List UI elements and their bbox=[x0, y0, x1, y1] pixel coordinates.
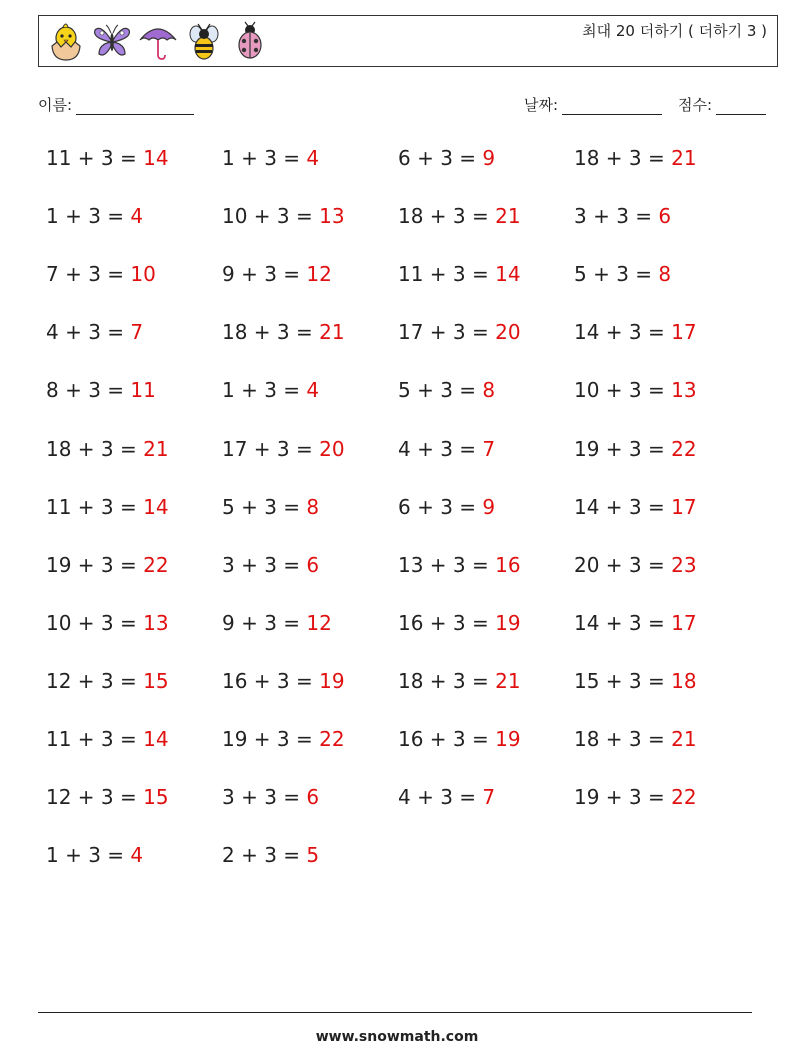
problem-item bbox=[46, 204, 143, 228]
score-blank[interactable] bbox=[716, 100, 766, 115]
problem-question: 18 + 3 = bbox=[398, 204, 496, 229]
date-label: 날짜: bbox=[524, 96, 559, 114]
problem-answer: 19 bbox=[319, 668, 345, 693]
problem-answer: 14 bbox=[143, 727, 169, 751]
problem-answer: 8 bbox=[306, 494, 320, 519]
problem-answer: 7 bbox=[130, 320, 144, 345]
problem-answer: 12 bbox=[306, 262, 332, 287]
name-field bbox=[38, 94, 194, 115]
problem-answer: 4 bbox=[306, 146, 320, 170]
problem-question: 16 + 3 = bbox=[398, 610, 496, 635]
problem-answer: 7 bbox=[482, 436, 496, 461]
problem-item bbox=[574, 611, 697, 635]
problem-question: 5 + 3 = bbox=[222, 494, 307, 519]
problem-row bbox=[46, 378, 766, 408]
ladybug-icon bbox=[229, 20, 271, 62]
problem-row bbox=[46, 669, 766, 699]
problem-question: 11 + 3 = bbox=[46, 727, 144, 751]
problem-question: 6 + 3 = bbox=[398, 146, 483, 170]
problem-answer: 4 bbox=[130, 843, 144, 868]
problem-answer: 20 bbox=[495, 320, 521, 345]
problem-question: 14 + 3 = bbox=[574, 320, 672, 345]
problem-question: 10 + 3 = bbox=[574, 378, 672, 403]
problem-row bbox=[46, 437, 766, 467]
problem-item bbox=[46, 378, 156, 402]
problem-row bbox=[46, 262, 766, 292]
chick-in-egg-icon bbox=[45, 20, 87, 62]
problem-answer: 4 bbox=[130, 204, 144, 229]
problem-question: 11 + 3 = bbox=[398, 262, 496, 287]
problem-answer: 5 bbox=[306, 843, 320, 868]
score-label: 점수: bbox=[678, 96, 713, 114]
problem-question: 17 + 3 = bbox=[398, 320, 496, 345]
problem-row bbox=[46, 146, 766, 176]
problem-row bbox=[46, 553, 766, 583]
problem-question: 4 + 3 = bbox=[46, 320, 131, 345]
problem-item bbox=[574, 495, 697, 519]
problem-answer: 10 bbox=[130, 262, 156, 287]
problem-item bbox=[574, 553, 697, 577]
problem-answer: 13 bbox=[143, 610, 169, 635]
problem-question: 5 + 3 = bbox=[574, 262, 659, 287]
problem-item bbox=[398, 785, 495, 809]
problem-answer: 22 bbox=[671, 436, 697, 461]
problem-item bbox=[222, 785, 319, 809]
butterfly-icon bbox=[91, 20, 133, 62]
problem-answer: 8 bbox=[658, 262, 672, 287]
umbrella-icon bbox=[137, 20, 179, 62]
problem-answer: 19 bbox=[495, 727, 521, 751]
problem-item bbox=[574, 204, 671, 228]
problem-item bbox=[222, 727, 345, 751]
problem-answer: 21 bbox=[495, 668, 521, 693]
problem-answer: 17 bbox=[671, 494, 697, 519]
problem-item bbox=[398, 553, 521, 577]
problem-answer: 17 bbox=[671, 320, 697, 345]
problem-item bbox=[46, 669, 169, 693]
problem-answer: 14 bbox=[143, 146, 169, 170]
problem-question: 9 + 3 = bbox=[222, 610, 307, 635]
problem-item bbox=[46, 320, 143, 344]
problem-item bbox=[398, 320, 521, 344]
problem-question: 18 + 3 = bbox=[574, 727, 672, 751]
problem-question: 18 + 3 = bbox=[574, 146, 672, 170]
problem-answer: 15 bbox=[143, 668, 169, 693]
problem-answer: 23 bbox=[671, 552, 697, 577]
bee-icon bbox=[183, 20, 225, 62]
problem-item bbox=[398, 495, 495, 519]
problem-question: 5 + 3 = bbox=[398, 378, 483, 403]
problem-question: 6 + 3 = bbox=[398, 494, 483, 519]
problem-question: 3 + 3 = bbox=[222, 785, 307, 810]
problem-question: 4 + 3 = bbox=[398, 436, 483, 461]
problem-answer: 11 bbox=[130, 378, 156, 403]
problem-item bbox=[574, 437, 697, 461]
problem-question: 3 + 3 = bbox=[574, 204, 659, 229]
problem-answer: 21 bbox=[143, 436, 169, 461]
problem-question: 20 + 3 = bbox=[574, 552, 672, 577]
icon-strip bbox=[45, 20, 271, 62]
problem-answer: 13 bbox=[671, 378, 697, 403]
problem-item bbox=[222, 611, 332, 635]
problem-item bbox=[46, 727, 169, 751]
problem-item bbox=[222, 378, 319, 402]
problem-answer: 21 bbox=[319, 320, 345, 345]
problem-question: 10 + 3 = bbox=[46, 610, 144, 635]
date-blank[interactable] bbox=[562, 100, 662, 115]
problem-item bbox=[222, 204, 345, 228]
problem-question: 11 + 3 = bbox=[46, 494, 144, 519]
problem-question: 3 + 3 = bbox=[222, 552, 307, 577]
problem-question: 16 + 3 = bbox=[398, 727, 496, 751]
problem-item bbox=[46, 495, 169, 519]
problem-answer: 9 bbox=[482, 146, 496, 170]
problem-row bbox=[46, 204, 766, 234]
problem-item bbox=[46, 611, 169, 635]
name-label: 이름: bbox=[38, 96, 73, 114]
problem-answer: 12 bbox=[306, 610, 332, 635]
problem-item bbox=[46, 553, 169, 577]
problem-answer: 21 bbox=[495, 204, 521, 229]
problem-question: 19 + 3 = bbox=[46, 552, 144, 577]
problem-item bbox=[398, 611, 521, 635]
problem-row bbox=[46, 611, 766, 641]
problem-item bbox=[398, 262, 521, 286]
problem-answer: 7 bbox=[482, 785, 496, 810]
worksheet-title: 최대 20 더하기 ( 더하기 3 ) bbox=[582, 22, 767, 40]
problem-answer: 6 bbox=[658, 204, 672, 229]
problem-question: 2 + 3 = bbox=[222, 843, 307, 868]
problem-item bbox=[398, 146, 495, 170]
problem-item bbox=[46, 843, 143, 867]
problem-answer: 15 bbox=[143, 785, 169, 810]
problem-question: 1 + 3 = bbox=[46, 843, 131, 868]
problem-question: 9 + 3 = bbox=[222, 262, 307, 287]
problem-item bbox=[222, 262, 332, 286]
problem-answer: 22 bbox=[671, 785, 697, 810]
problem-question: 11 + 3 = bbox=[46, 146, 144, 170]
problem-question: 1 + 3 = bbox=[222, 146, 307, 170]
problem-item bbox=[574, 320, 697, 344]
problem-item bbox=[222, 669, 345, 693]
problem-answer: 20 bbox=[319, 436, 345, 461]
problem-item bbox=[574, 378, 697, 402]
problem-answer: 6 bbox=[306, 785, 320, 810]
problem-question: 10 + 3 = bbox=[222, 204, 320, 229]
problem-row bbox=[46, 843, 766, 873]
problem-item bbox=[574, 727, 697, 751]
problem-item bbox=[398, 378, 495, 402]
problem-item bbox=[574, 262, 671, 286]
problem-row bbox=[46, 495, 766, 525]
problem-item bbox=[222, 553, 319, 577]
problem-question: 8 + 3 = bbox=[46, 378, 131, 403]
problem-answer: 22 bbox=[319, 727, 345, 751]
problem-question: 4 + 3 = bbox=[398, 785, 483, 810]
problem-row bbox=[46, 785, 766, 815]
problem-item bbox=[46, 262, 156, 286]
problem-item bbox=[398, 437, 495, 461]
problem-item bbox=[222, 437, 345, 461]
problem-answer: 18 bbox=[671, 668, 697, 693]
problem-question: 19 + 3 = bbox=[574, 436, 672, 461]
name-blank[interactable] bbox=[76, 100, 194, 115]
score-field bbox=[678, 94, 766, 115]
problem-question: 13 + 3 = bbox=[398, 552, 496, 577]
problem-answer: 9 bbox=[482, 494, 496, 519]
problem-question: 12 + 3 = bbox=[46, 668, 144, 693]
problem-question: 12 + 3 = bbox=[46, 785, 144, 810]
problem-question: 7 + 3 = bbox=[46, 262, 131, 287]
problem-answer: 6 bbox=[306, 552, 320, 577]
problem-item bbox=[222, 320, 345, 344]
problem-question: 19 + 3 = bbox=[574, 785, 672, 810]
problem-answer: 14 bbox=[143, 494, 169, 519]
problem-question: 19 + 3 = bbox=[222, 727, 320, 751]
problem-item bbox=[574, 669, 697, 693]
problem-item bbox=[574, 785, 697, 809]
problem-item bbox=[222, 843, 319, 867]
problem-question: 18 + 3 = bbox=[46, 436, 144, 461]
problem-answer: 19 bbox=[495, 610, 521, 635]
footer-divider bbox=[38, 1012, 752, 1013]
problem-answer: 16 bbox=[495, 552, 521, 577]
header-box bbox=[38, 15, 778, 67]
problem-answer: 21 bbox=[671, 727, 697, 751]
problem-item bbox=[574, 146, 697, 170]
problem-answer: 17 bbox=[671, 610, 697, 635]
problem-answer: 21 bbox=[671, 146, 697, 170]
problem-answer: 13 bbox=[319, 204, 345, 229]
problem-question: 15 + 3 = bbox=[574, 668, 672, 693]
problem-question: 14 + 3 = bbox=[574, 494, 672, 519]
problem-question: 14 + 3 = bbox=[574, 610, 672, 635]
problem-item bbox=[222, 146, 319, 170]
problem-question: 1 + 3 = bbox=[222, 378, 307, 403]
problem-answer: 4 bbox=[306, 378, 320, 403]
problem-item bbox=[398, 204, 521, 228]
problem-item bbox=[46, 785, 169, 809]
problem-item bbox=[398, 669, 521, 693]
problem-question: 1 + 3 = bbox=[46, 204, 131, 229]
problem-question: 18 + 3 = bbox=[398, 668, 496, 693]
date-field bbox=[524, 94, 662, 115]
footer-site: www.snowmath.com bbox=[315, 1029, 479, 1045]
problem-question: 17 + 3 = bbox=[222, 436, 320, 461]
problem-row bbox=[46, 727, 766, 757]
problem-answer: 14 bbox=[495, 262, 521, 287]
problem-item bbox=[46, 437, 169, 461]
problem-item bbox=[398, 727, 521, 751]
problem-item bbox=[46, 146, 169, 170]
problem-answer: 22 bbox=[143, 552, 169, 577]
problem-item bbox=[222, 495, 319, 519]
problem-row bbox=[46, 320, 766, 350]
problem-question: 18 + 3 = bbox=[222, 320, 320, 345]
problem-question: 16 + 3 = bbox=[222, 668, 320, 693]
problem-answer: 8 bbox=[482, 378, 496, 403]
